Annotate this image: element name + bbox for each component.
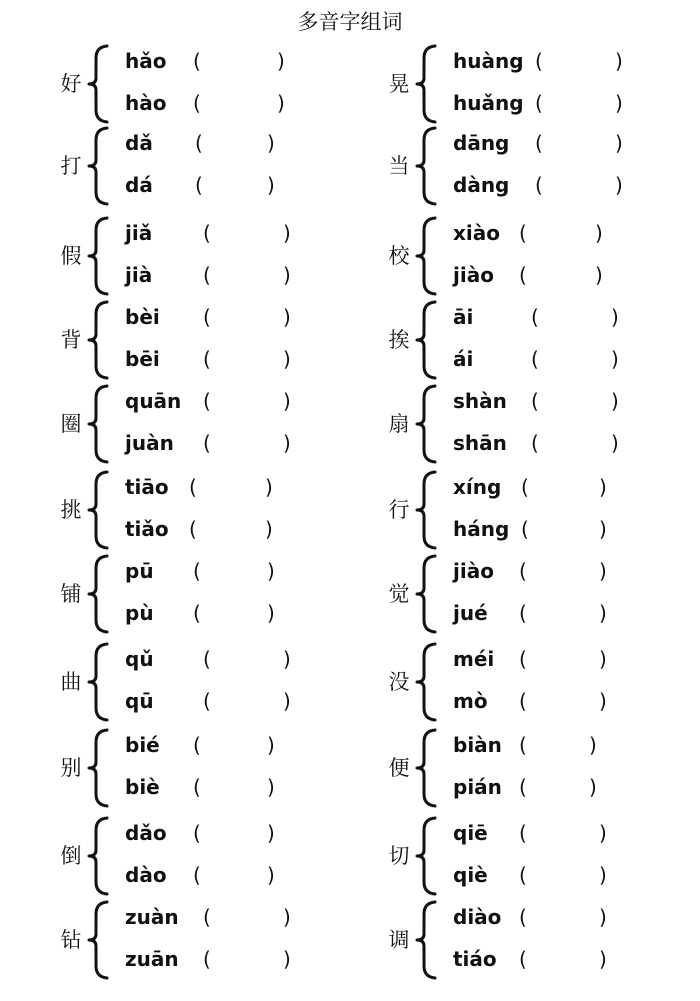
answer-blank-open-paren[interactable]: ( [521, 475, 529, 499]
reading-row [125, 302, 365, 332]
answer-blank-open-paren[interactable]: ( [195, 173, 203, 197]
polyphone-group [385, 728, 685, 808]
curly-brace [87, 384, 109, 464]
answer-blank-close-paren: ) [615, 173, 623, 197]
pinyin-label: huàng [453, 49, 524, 73]
pinyin-label: jià [125, 263, 153, 287]
answer-blank-close-paren: ) [283, 689, 291, 713]
reading-row [453, 944, 693, 974]
answer-blank-open-paren[interactable]: ( [531, 389, 539, 413]
pinyin-label: juàn [125, 431, 174, 455]
polyphone-group [57, 554, 357, 634]
answer-blank-close-paren: ) [267, 601, 275, 625]
answer-blank-open-paren[interactable]: ( [535, 173, 543, 197]
reading-row [125, 472, 365, 502]
answer-blank-close-paren: ) [267, 173, 275, 197]
curly-brace [87, 126, 109, 206]
reading-row [125, 344, 365, 374]
answer-blank-close-paren: ) [283, 947, 291, 971]
pinyin-label: dào [125, 863, 167, 887]
answer-blank-close-paren: ) [283, 647, 291, 671]
answer-blank-open-paren[interactable]: ( [535, 131, 543, 155]
answer-blank-open-paren[interactable]: ( [531, 431, 539, 455]
answer-blank-close-paren: ) [611, 347, 619, 371]
pinyin-label: tiǎo [125, 517, 169, 541]
pinyin-label: qiē [453, 821, 488, 845]
reading-row [453, 46, 693, 76]
curly-brace [415, 470, 437, 550]
pinyin-label: hǎo [125, 49, 167, 73]
reading-row [125, 218, 365, 248]
reading-row [453, 88, 693, 118]
curly-brace [87, 900, 109, 980]
reading-row [453, 128, 693, 158]
answer-blank-close-paren: ) [283, 347, 291, 371]
pinyin-label: qū [125, 689, 154, 713]
answer-blank-open-paren[interactable]: ( [519, 821, 527, 845]
polyphone-character: 觉 [388, 582, 410, 606]
pinyin-label: āi [453, 305, 474, 329]
polyphone-character: 切 [388, 844, 410, 868]
polyphone-character: 调 [388, 928, 410, 952]
answer-blank-open-paren[interactable]: ( [203, 947, 211, 971]
answer-blank-open-paren[interactable]: ( [521, 517, 529, 541]
answer-blank-close-paren: ) [267, 863, 275, 887]
reading-row [125, 730, 365, 760]
answer-blank-open-paren[interactable]: ( [193, 601, 201, 625]
answer-blank-close-paren: ) [599, 821, 607, 845]
polyphone-group [385, 642, 685, 722]
answer-blank-open-paren[interactable]: ( [193, 775, 201, 799]
answer-blank-close-paren: ) [267, 775, 275, 799]
pinyin-label: qiè [453, 863, 488, 887]
pinyin-label: pū [125, 559, 154, 583]
reading-row [125, 644, 365, 674]
reading-row [453, 902, 693, 932]
pinyin-label: pián [453, 775, 502, 799]
pinyin-label: biàn [453, 733, 502, 757]
reading-row [125, 686, 365, 716]
answer-blank-close-paren: ) [615, 49, 623, 73]
polyphone-character: 背 [60, 328, 82, 352]
reading-row [125, 860, 365, 890]
curly-brace [415, 300, 437, 380]
curly-brace [87, 728, 109, 808]
polyphone-group [57, 126, 357, 206]
reading-row [453, 386, 693, 416]
answer-blank-open-paren[interactable]: ( [519, 263, 527, 287]
polyphone-character: 行 [388, 498, 410, 522]
curly-brace [415, 126, 437, 206]
answer-blank-close-paren: ) [599, 601, 607, 625]
answer-blank-close-paren: ) [611, 305, 619, 329]
pinyin-label: dǎo [125, 821, 167, 845]
curly-brace [87, 816, 109, 896]
reading-row [125, 944, 365, 974]
polyphone-group [57, 816, 357, 896]
pinyin-label: jiào [453, 559, 494, 583]
polyphone-group [385, 554, 685, 634]
pinyin-label: jiào [453, 263, 494, 287]
answer-blank-close-paren: ) [283, 221, 291, 245]
reading-row [125, 514, 365, 544]
polyphone-character: 当 [388, 154, 410, 178]
answer-blank-close-paren: ) [595, 221, 603, 245]
answer-blank-close-paren: ) [283, 431, 291, 455]
curly-brace [415, 554, 437, 634]
answer-blank-close-paren: ) [599, 647, 607, 671]
polyphone-group [57, 44, 357, 124]
pinyin-label: bié [125, 733, 160, 757]
answer-blank-open-paren[interactable]: ( [531, 305, 539, 329]
answer-blank-close-paren: ) [267, 559, 275, 583]
answer-blank-open-paren[interactable]: ( [519, 689, 527, 713]
answer-blank-open-paren[interactable]: ( [519, 601, 527, 625]
pinyin-label: ái [453, 347, 474, 371]
polyphone-group [57, 470, 357, 550]
polyphone-character: 便 [388, 756, 410, 780]
answer-blank-close-paren: ) [265, 475, 273, 499]
reading-row [125, 46, 365, 76]
answer-blank-open-paren[interactable]: ( [519, 905, 527, 929]
pinyin-label: diào [453, 905, 502, 929]
answer-blank-open-paren[interactable]: ( [193, 821, 201, 845]
pinyin-label: pù [125, 601, 154, 625]
polyphone-group [385, 44, 685, 124]
polyphone-character: 倒 [60, 844, 82, 868]
polyphone-character: 铺 [60, 582, 82, 606]
answer-blank-open-paren[interactable]: ( [203, 305, 211, 329]
reading-row [125, 170, 365, 200]
reading-row [453, 860, 693, 890]
reading-row [453, 772, 693, 802]
pinyin-label: méi [453, 647, 495, 671]
pinyin-label: dá [125, 173, 153, 197]
polyphone-character: 校 [388, 244, 410, 268]
curly-brace [87, 300, 109, 380]
answer-blank-open-paren[interactable]: ( [519, 221, 527, 245]
answer-blank-open-paren[interactable]: ( [519, 775, 527, 799]
answer-blank-open-paren[interactable]: ( [519, 559, 527, 583]
reading-row [453, 472, 693, 502]
answer-blank-close-paren: ) [599, 947, 607, 971]
polyphone-character: 打 [60, 154, 82, 178]
reading-row [125, 386, 365, 416]
reading-row [125, 88, 365, 118]
answer-blank-close-paren: ) [283, 389, 291, 413]
polyphone-character: 别 [60, 756, 82, 780]
answer-blank-open-paren[interactable]: ( [189, 517, 197, 541]
answer-blank-close-paren: ) [611, 431, 619, 455]
pinyin-label: dǎ [125, 131, 153, 155]
answer-blank-close-paren: ) [599, 475, 607, 499]
curly-brace [87, 554, 109, 634]
reading-row [125, 818, 365, 848]
reading-row [125, 428, 365, 458]
pinyin-label: shàn [453, 389, 507, 413]
pinyin-label: dàng [453, 173, 510, 197]
answer-blank-open-paren[interactable]: ( [519, 647, 527, 671]
pinyin-label: quān [125, 389, 182, 413]
pinyin-label: zuàn [125, 905, 179, 929]
answer-blank-close-paren: ) [283, 263, 291, 287]
answer-blank-close-paren: ) [615, 131, 623, 155]
pinyin-label: xíng [453, 475, 502, 499]
polyphone-character: 没 [388, 670, 410, 694]
reading-row [453, 730, 693, 760]
pinyin-label: mò [453, 689, 488, 713]
reading-row [453, 218, 693, 248]
polyphone-character: 挨 [388, 328, 410, 352]
answer-blank-close-paren: ) [599, 905, 607, 929]
reading-row [125, 128, 365, 158]
curly-brace [415, 44, 437, 124]
answer-blank-open-paren[interactable]: ( [195, 131, 203, 155]
reading-row [453, 598, 693, 628]
polyphone-character: 好 [60, 72, 82, 96]
pinyin-label: qǔ [125, 647, 154, 671]
reading-row [125, 772, 365, 802]
curly-brace [87, 44, 109, 124]
answer-blank-open-paren[interactable]: ( [535, 49, 543, 73]
page-title: 多音字组词 [297, 10, 403, 34]
polyphone-group [385, 900, 685, 980]
pinyin-label: bèi [125, 305, 160, 329]
polyphone-group [57, 384, 357, 464]
reading-row [453, 818, 693, 848]
polyphone-group [57, 728, 357, 808]
reading-row [453, 686, 693, 716]
reading-row [453, 302, 693, 332]
pinyin-label: huǎng [453, 91, 524, 115]
reading-row [453, 344, 693, 374]
curly-brace [415, 728, 437, 808]
reading-row [125, 598, 365, 628]
polyphone-character: 曲 [60, 670, 82, 694]
pinyin-label: zuān [125, 947, 179, 971]
answer-blank-close-paren: ) [283, 905, 291, 929]
polyphone-group [57, 900, 357, 980]
reading-row [125, 260, 365, 290]
answer-blank-close-paren: ) [589, 733, 597, 757]
answer-blank-open-paren[interactable]: ( [193, 559, 201, 583]
pinyin-label: tiāo [125, 475, 169, 499]
polyphone-group [385, 384, 685, 464]
polyphone-character: 圈 [60, 412, 82, 436]
curly-brace [87, 642, 109, 722]
answer-blank-open-paren[interactable]: ( [203, 431, 211, 455]
polyphone-character: 挑 [60, 498, 82, 522]
answer-blank-open-paren[interactable]: ( [193, 863, 201, 887]
answer-blank-open-paren[interactable]: ( [203, 263, 211, 287]
answer-blank-close-paren: ) [277, 49, 285, 73]
polyphone-character: 假 [60, 244, 82, 268]
polyphone-group [385, 470, 685, 550]
reading-row [453, 514, 693, 544]
pinyin-label: jué [453, 601, 488, 625]
answer-blank-open-paren[interactable]: ( [519, 947, 527, 971]
polyphone-group [57, 300, 357, 380]
polyphone-character: 晃 [388, 72, 410, 96]
reading-row [125, 902, 365, 932]
answer-blank-close-paren: ) [589, 775, 597, 799]
answer-blank-close-paren: ) [599, 517, 607, 541]
answer-blank-open-paren[interactable]: ( [203, 647, 211, 671]
polyphone-group [57, 642, 357, 722]
curly-brace [415, 900, 437, 980]
pinyin-label: shān [453, 431, 507, 455]
answer-blank-open-paren[interactable]: ( [193, 733, 201, 757]
answer-blank-open-paren[interactable]: ( [203, 347, 211, 371]
pinyin-label: biè [125, 775, 160, 799]
answer-blank-close-paren: ) [265, 517, 273, 541]
answer-blank-close-paren: ) [615, 91, 623, 115]
reading-row [453, 260, 693, 290]
answer-blank-open-paren[interactable]: ( [203, 905, 211, 929]
pinyin-label: tiáo [453, 947, 497, 971]
polyphone-group [385, 216, 685, 296]
reading-row [453, 170, 693, 200]
answer-blank-close-paren: ) [267, 733, 275, 757]
pinyin-label: háng [453, 517, 510, 541]
polyphone-group [385, 126, 685, 206]
answer-blank-open-paren[interactable]: ( [519, 863, 527, 887]
answer-blank-close-paren: ) [267, 821, 275, 845]
answer-blank-open-paren[interactable]: ( [203, 221, 211, 245]
answer-blank-close-paren: ) [283, 305, 291, 329]
reading-row [453, 428, 693, 458]
answer-blank-close-paren: ) [267, 131, 275, 155]
pinyin-label: hào [125, 91, 167, 115]
polyphone-character: 钻 [60, 928, 82, 952]
curly-brace [415, 216, 437, 296]
reading-row [453, 556, 693, 586]
answer-blank-open-paren[interactable]: ( [531, 347, 539, 371]
curly-brace [87, 470, 109, 550]
answer-blank-close-paren: ) [599, 559, 607, 583]
pinyin-label: jiǎ [125, 221, 153, 245]
reading-row [125, 556, 365, 586]
answer-blank-close-paren: ) [599, 689, 607, 713]
answer-blank-open-paren[interactable]: ( [193, 91, 201, 115]
polyphone-group [57, 216, 357, 296]
pinyin-label: dāng [453, 131, 510, 155]
answer-blank-close-paren: ) [595, 263, 603, 287]
polyphone-group [385, 300, 685, 380]
curly-brace [415, 642, 437, 722]
answer-blank-close-paren: ) [611, 389, 619, 413]
answer-blank-open-paren[interactable]: ( [193, 49, 201, 73]
answer-blank-open-paren[interactable]: ( [535, 91, 543, 115]
answer-blank-open-paren[interactable]: ( [203, 389, 211, 413]
polyphone-group [385, 816, 685, 896]
curly-brace [415, 384, 437, 464]
answer-blank-open-paren[interactable]: ( [519, 733, 527, 757]
curly-brace [415, 816, 437, 896]
answer-blank-close-paren: ) [599, 863, 607, 887]
answer-blank-open-paren[interactable]: ( [189, 475, 197, 499]
curly-brace [87, 216, 109, 296]
pinyin-label: bēi [125, 347, 160, 371]
polyphone-character: 扇 [388, 412, 410, 436]
pinyin-label: xiào [453, 221, 500, 245]
answer-blank-close-paren: ) [277, 91, 285, 115]
reading-row [453, 644, 693, 674]
answer-blank-open-paren[interactable]: ( [203, 689, 211, 713]
